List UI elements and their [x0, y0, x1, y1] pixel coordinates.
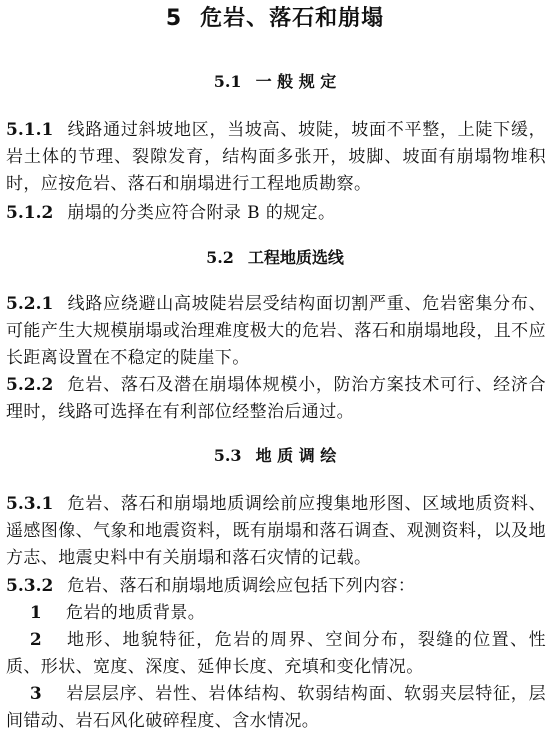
clause-number: 5.1.1 [6, 120, 54, 140]
chapter-number: 5 [165, 6, 183, 31]
list-item-3 [6, 681, 546, 735]
list-item-number: 3 [29, 684, 43, 704]
section-title-5-1 [0, 70, 550, 94]
section-title-text: 一 般 规 定 [255, 72, 337, 91]
clause-5-3-1 [6, 491, 546, 572]
clause-5-3-2 [6, 573, 546, 600]
clause-text: 线路应绕避山高坡陡岩层受结构面切割严重、危岩密集分布、可能产生大规模崩塌或治理难度极大的危岩、落石和崩塌地段，且不应长距离设置在不稳定的陡崖下。 [6, 294, 546, 368]
clause-text: 危岩、落石和崩塌地质调绘应包括下列内容： [67, 576, 416, 596]
section-title-text: 地 质 调 绘 [255, 446, 337, 465]
section-number: 5.3 [213, 446, 242, 465]
clause-number: 5.3.1 [6, 494, 54, 514]
list-item-text: 地形、地貌特征，危岩的周界、空间分布，裂缝的位置、性质、形状、宽度、深度、延伸长度、充填和变化情况。 [6, 630, 546, 677]
section-number: 5.1 [213, 72, 242, 91]
chapter-title-text: 危岩、落石和崩塌 [200, 6, 385, 31]
clause-number: 5.2.2 [6, 375, 54, 395]
clause-5-2-2 [6, 372, 546, 426]
clause-5-1-2 [6, 200, 546, 227]
clause-number: 5.1.2 [6, 203, 54, 223]
list-item-number: 1 [29, 603, 43, 623]
clause-text: 崩塌的分类应符合附录 B 的规定。 [67, 203, 336, 223]
clause-number: 5.2.1 [6, 294, 54, 314]
list-item-2 [6, 627, 546, 681]
clause-text: 线路通过斜坡地区，当坡高、坡陡，坡面不平整，上陡下缓，岩土体的节理、裂隙发育，结构面多张开，坡脚、坡面有崩塌物堆积时，应按危岩、落石和崩塌进行工程地质勘察。 [6, 120, 546, 194]
clause-text: 危岩、落石和崩塌地质调绘前应搜集地形图、区域地质资料、遥感图像、气象和地震资料，既有崩塌和落石调查、观测资料，以及地方志、地震史料中有关崩塌和落石灾情的记载。 [6, 494, 546, 568]
list-item-number: 2 [29, 630, 43, 650]
clause-text: 危岩、落石及潜在崩塌体规模小，防治方案技术可行、经济合理时，线路可选择在有利部位经整治后通过。 [6, 375, 546, 422]
section-title-5-2 [0, 246, 550, 270]
list-item-text: 岩层层序、岩性、岩体结构、软弱结构面、软弱夹层特征，层间错动、岩石风化破碎程度、含水情况。 [6, 684, 546, 731]
chapter-title [0, 4, 550, 34]
clause-5-2-1 [6, 291, 546, 372]
section-number: 5.2 [206, 248, 234, 267]
section-title-text: 工程地质选线 [247, 248, 344, 267]
list-item-text: 危岩的地质背景。 [66, 603, 206, 623]
section-title-5-3 [0, 444, 550, 468]
clause-5-1-1 [6, 117, 546, 198]
clause-number: 5.3.2 [6, 576, 54, 596]
list-item-1 [6, 600, 546, 627]
